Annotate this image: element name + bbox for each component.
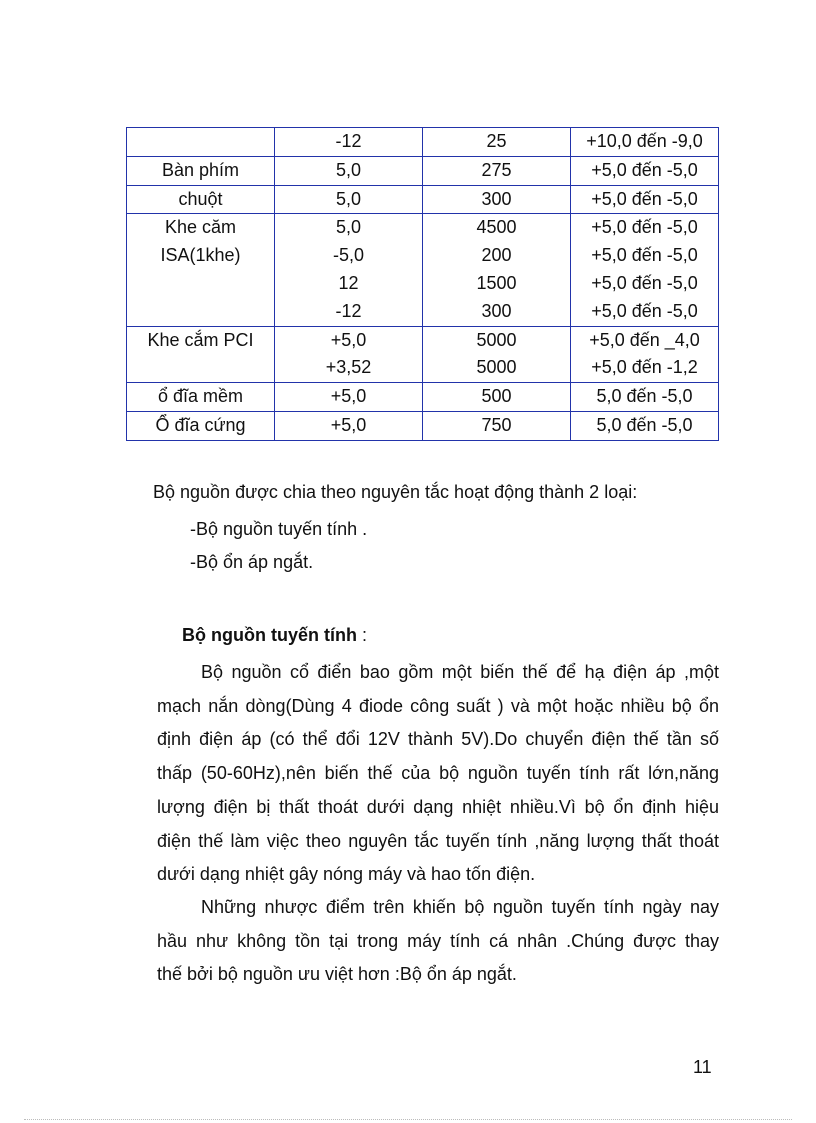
- cell-line: Khe căm: [164, 217, 237, 238]
- paragraph-2: [157, 891, 719, 992]
- cell-line: +5,0 đến -5,0: [591, 245, 698, 266]
- intro-text: Bộ nguồn được chia theo nguyên tắc hoạt động thành 2 loại:: [153, 482, 638, 502]
- cell-line: -12: [335, 300, 362, 321]
- cell-line: 4500: [476, 217, 517, 238]
- cell-line: 5,0: [335, 217, 362, 238]
- cell-line: -12: [335, 131, 362, 151]
- paragraph-1-line: mạch nắn dòng(Dùng 4 điode công suất ) và một hoặc nhiều bộ ổn: [157, 695, 719, 716]
- paragraph-1-line: lượng điện bị thất thoát dưới dạng nhiệt nhiều.Vì bộ ổn định hiệu: [157, 796, 719, 817]
- table-cell-device: [127, 411, 275, 440]
- cell-line: +5,0 đến -5,0: [591, 159, 698, 180]
- table-cell-current: [423, 383, 571, 412]
- table-cell-current: [423, 185, 571, 214]
- cell-line: Khe cắm PCI: [147, 329, 254, 350]
- cell-line: Ổ đĩa cứng: [155, 414, 246, 435]
- cell-line: +5,0 đến -5,0: [591, 188, 698, 209]
- cell-line: +5,0: [330, 386, 367, 407]
- table-cell-voltage: [275, 326, 423, 383]
- table-row: [127, 185, 719, 214]
- cell-line: [127, 354, 274, 382]
- cell-line: -5,0: [332, 245, 365, 266]
- section-heading-bold: Bộ nguồn tuyến tính: [182, 625, 357, 645]
- table-cell-tolerance: [571, 156, 719, 185]
- paragraph-1-line: thấp (50-60Hz),nên biến thế của bộ nguồn tuyến tính rất lớn,năng: [157, 763, 719, 784]
- cell-line: Bàn phím: [161, 159, 240, 180]
- table-cell-current: [423, 128, 571, 157]
- cell-line: [127, 128, 274, 156]
- paragraph-2-line: hầu như không tồn tại trong máy tính cá nhân .Chúng được thay: [157, 930, 719, 951]
- table-cell-voltage: [275, 156, 423, 185]
- cell-line: ổ đĩa mềm: [157, 386, 244, 407]
- table-cell-voltage: [275, 214, 423, 326]
- table-row: [127, 156, 719, 185]
- table-cell-tolerance: [571, 383, 719, 412]
- table-cell-device: [127, 214, 275, 326]
- cell-line: +5,0 đến -1,2: [591, 357, 698, 378]
- table-cell-tolerance: [571, 326, 719, 383]
- cell-line: 5,0: [335, 188, 362, 209]
- paragraph-1: [157, 656, 719, 892]
- cell-line: 275: [481, 159, 512, 180]
- paragraph-2-line: Những nhược điểm trên khiến bộ nguồn tuyến tính ngày nay: [201, 897, 719, 917]
- table-row: [127, 326, 719, 383]
- table-row: [127, 411, 719, 440]
- type-item-switching: -Bộ ổn áp ngắt.: [190, 552, 314, 572]
- type-item-linear: -Bộ nguồn tuyến tính .: [190, 519, 368, 539]
- power-spec-table-body: [127, 128, 719, 441]
- table-cell-device: [127, 128, 275, 157]
- cell-line: 500: [481, 386, 512, 407]
- cell-line: 300: [481, 188, 512, 209]
- cell-line: +10,0 đến -9,0: [586, 131, 703, 151]
- cell-line: 12: [338, 272, 359, 293]
- cell-line: +3,52: [325, 357, 372, 378]
- cell-line: 5,0: [335, 159, 362, 180]
- table-cell-tolerance: [571, 214, 719, 326]
- paragraph-2-line: thế bởi bộ nguồn ưu việt hơn :Bộ ổn áp ngắt.: [157, 964, 517, 985]
- power-spec-table: [126, 127, 719, 441]
- table-cell-current: [423, 326, 571, 383]
- paragraph-1-line: điện thế làm việc theo nguyên tắc tuyến tính ,năng lượng thất thoát: [157, 830, 719, 851]
- type-list: [190, 513, 367, 579]
- paragraph-1-line: định điện áp (có thể đổi 12V thành 5V).Do chuyển điện thế tần số: [157, 729, 719, 750]
- paragraph-1-line: dưới dạng nhiệt gây nóng máy và hao tốn điện.: [157, 864, 536, 885]
- table-cell-voltage: [275, 411, 423, 440]
- table-cell-device: [127, 383, 275, 412]
- table-cell-voltage: [275, 383, 423, 412]
- table-cell-current: [423, 214, 571, 326]
- table-cell-device: [127, 326, 275, 383]
- cell-line: [127, 270, 274, 298]
- paragraph-1-line: Bộ nguồn cổ điển bao gồm một biến thế để hạ điện áp ,một: [201, 662, 719, 682]
- cell-line: 5000: [476, 357, 517, 378]
- cell-line: 300: [481, 300, 512, 321]
- cell-line: 5,0 đến -5,0: [596, 414, 693, 435]
- cell-line: +5,0 đến -5,0: [591, 272, 698, 293]
- section-heading-suffix: :: [356, 625, 367, 645]
- cell-line: +5,0: [330, 329, 367, 350]
- cell-line: +5,0 đến -5,0: [591, 217, 698, 238]
- cell-line: 5,0 đến -5,0: [596, 386, 693, 407]
- cell-line: +5,0 đến _4,0: [589, 329, 700, 350]
- table-row: [127, 128, 719, 157]
- table-cell-voltage: [275, 128, 423, 157]
- cell-line: 200: [481, 245, 512, 266]
- footer-divider: [24, 1119, 792, 1120]
- cell-line: +5,0 đến -5,0: [591, 300, 698, 321]
- table-cell-current: [423, 411, 571, 440]
- cell-line: 750: [481, 414, 512, 435]
- cell-line: 5000: [476, 329, 517, 350]
- cell-line: chuột: [178, 188, 223, 209]
- table-row: [127, 383, 719, 412]
- table-cell-voltage: [275, 185, 423, 214]
- section-heading: [182, 620, 367, 650]
- cell-line: [127, 298, 274, 326]
- cell-line: ISA(1khe): [160, 245, 241, 266]
- table-cell-tolerance: [571, 128, 719, 157]
- cell-line: 25: [486, 131, 507, 151]
- cell-line: 1500: [476, 272, 517, 293]
- table-cell-device: [127, 156, 275, 185]
- cell-line: +5,0: [330, 414, 367, 435]
- table-row: [127, 214, 719, 326]
- table-cell-tolerance: [571, 411, 719, 440]
- table-cell-device: [127, 185, 275, 214]
- table-cell-tolerance: [571, 185, 719, 214]
- table-cell-current: [423, 156, 571, 185]
- page-number: 11: [693, 1057, 712, 1077]
